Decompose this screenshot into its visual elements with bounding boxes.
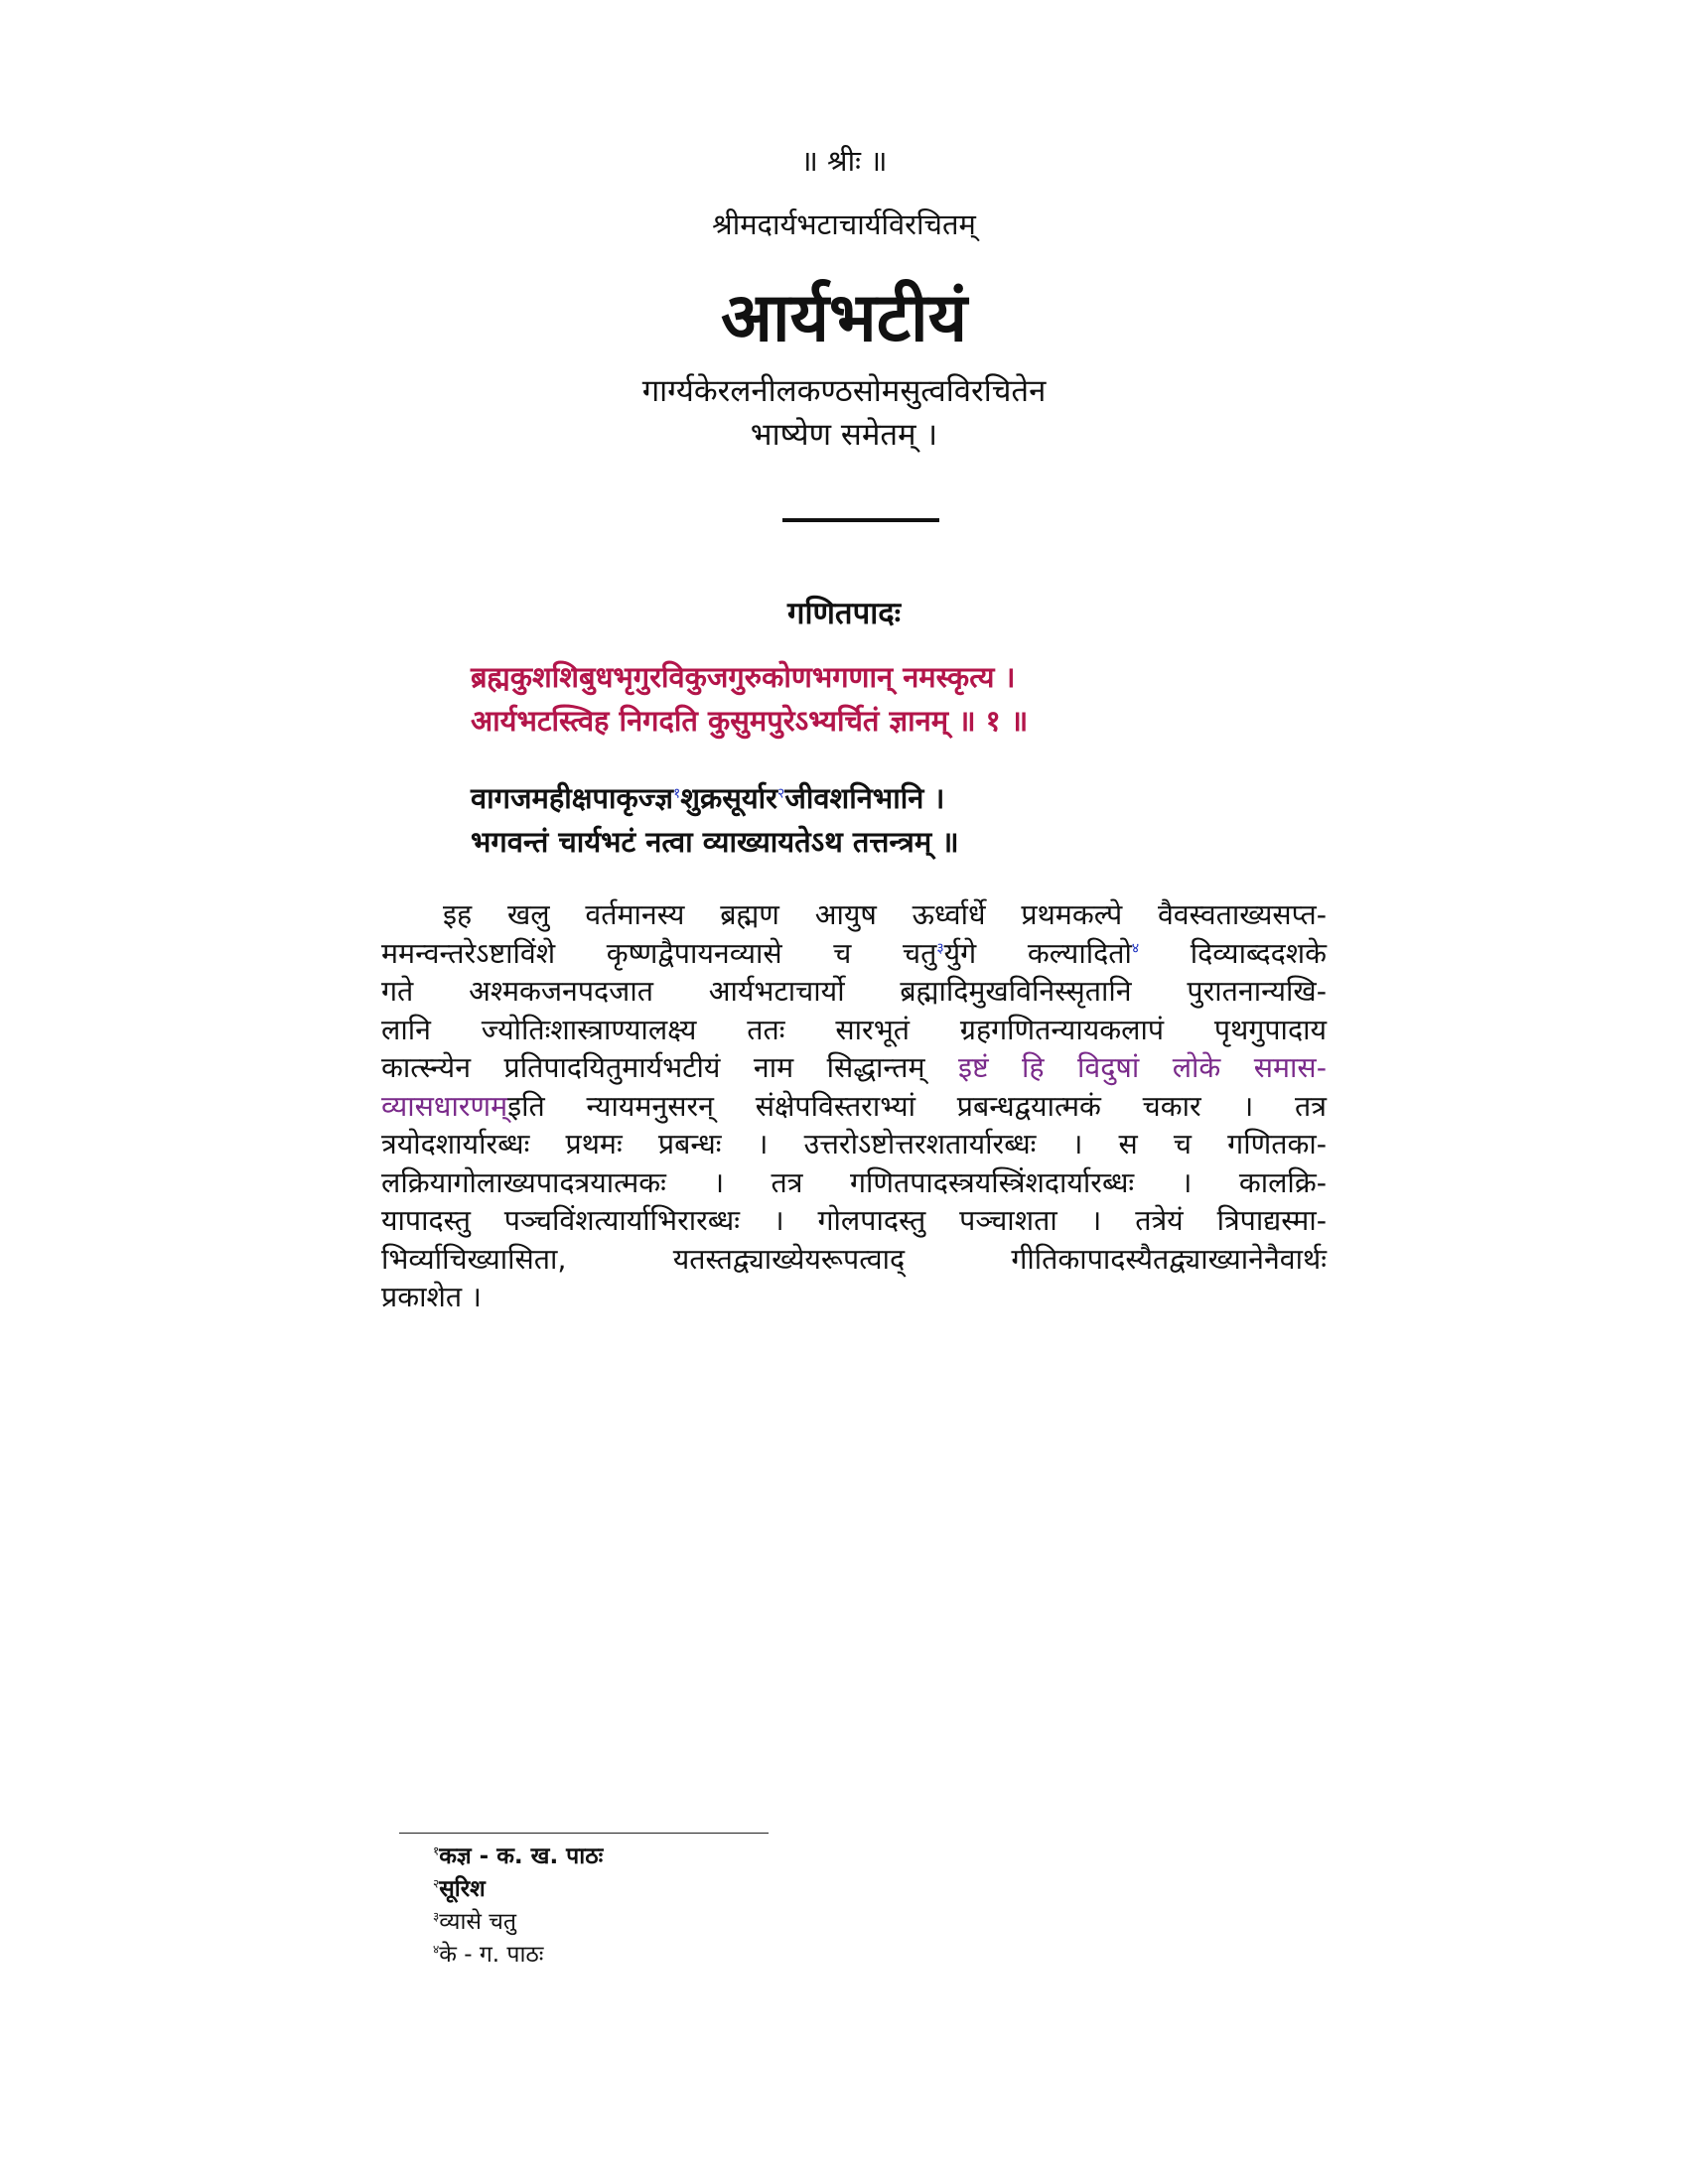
body-text-2a: ममन्वन्तरेऽष्टाविंशे कृष्णद्वैपायनव्यासे च चतु	[381, 936, 937, 970]
commentary-paragraph	[381, 896, 1327, 1317]
author-line: श्रीमदार्यभटाचार्यविरचितम्	[712, 207, 976, 241]
mangala-line-1	[471, 776, 959, 820]
footnote-marker-2[interactable]: २	[777, 785, 785, 802]
footnote-text: सूरिश	[439, 1876, 486, 1902]
invocation-line-2: आर्यभटस्त्विह निगदति कुसुमपुरेऽभ्यर्चितं ज्ञानम् ॥ १ ॥	[471, 704, 1029, 738]
body-line-2	[381, 935, 1327, 974]
quotation-part-2: व्यासधारणम्	[381, 1089, 508, 1123]
footnote-marker-4[interactable]: ४	[1131, 940, 1140, 956]
invocation-verse	[471, 655, 1028, 743]
body-text-2c: दिव्याब्ददशके	[1139, 936, 1327, 970]
footnotes	[433, 1841, 603, 1972]
footnote-text: के - ग. पाठः	[439, 1942, 544, 1968]
body-text-5a: कात्स्न्येन प्रतिपादयितुमार्यभटीयं नाम सिद्धान्तम्	[381, 1051, 958, 1084]
footnote-text: कज्ञ - क. ख. पाठः	[439, 1843, 604, 1869]
invocation-shri: ॥ श्रीः ॥	[800, 144, 888, 178]
invocation-line-1: ब्रह्मकुशशिबुधभृगुरविकुजगुरुकोणभगणान् नमस्कृत्य ।	[471, 660, 1016, 694]
commentary-line-1: गार्ग्यकेरलनीलकण्ठसोमसुत्वविरचितेन	[641, 373, 1047, 409]
commentary-attribution	[0, 369, 1688, 457]
mangala-text-a: वागजमहीक्षपाकृज्ज्ञ	[471, 781, 673, 815]
commentary-mangala-verse	[471, 776, 959, 864]
body-line-5	[381, 1049, 1327, 1088]
footnote-marker-1[interactable]: १	[672, 785, 681, 802]
title-divider	[782, 518, 939, 522]
footnote-3	[433, 1906, 603, 1939]
footnote-number: १	[433, 1843, 440, 1858]
body-line-1: इह खलु वर्तमानस्य ब्रह्मण आयुष ऊर्ध्वार्धे प्रथमकल्पे वैवस्वताख्यसप्त-	[443, 898, 1327, 931]
footnote-number: ४	[433, 1942, 440, 1957]
footnote-1	[433, 1841, 603, 1873]
body-line-8: लक्रियागोलाख्यपादत्रयात्मकः । तत्र गणितपादस्त्रयस्त्रिंशदार्यारब्धः । कालक्रि-	[381, 1165, 1327, 1199]
page-title: आर्यभटीयं	[720, 279, 968, 357]
footnote-4	[433, 1939, 603, 1972]
footnote-marker-3[interactable]: ३	[936, 940, 944, 956]
body-line-6	[381, 1088, 1327, 1127]
footnote-divider	[399, 1833, 769, 1834]
mangala-text-c: जीवशनिभानि ।	[784, 781, 945, 815]
mangala-text-b: शुक्रसूर्यार	[680, 781, 778, 815]
body-line-7: त्रयोदशार्यारब्धः प्रथमः प्रबन्धः । उत्तरोऽष्टोत्तरशतार्यारब्धः । स च गणितका-	[381, 1128, 1327, 1160]
body-line-3: गते अश्मकजनपदजात आर्यभटाचार्यो ब्रह्मादिमुखविनिस्सृतानि पुरातनान्यखि-	[381, 975, 1327, 1008]
mangala-line-2: भगवन्तं चार्यभटं नत्वा व्याख्यायतेऽथ तत्तन्त्रम् ॥	[471, 825, 959, 859]
footnote-text: व्यासे चतु	[439, 1909, 516, 1935]
quotation-part-1: इष्टं हि विदुषां लोके समास-	[957, 1051, 1327, 1084]
footnote-number: ३	[433, 1909, 440, 1924]
body-line-11: प्रकाशेत ।	[381, 1281, 482, 1313]
footnote-number: २	[433, 1876, 440, 1891]
body-text-2b: र्युगे कल्यादितो	[943, 936, 1132, 970]
commentary-line-2: भाष्येण समेतम् ।	[750, 417, 938, 453]
body-line-4: लानि ज्योतिःशास्त्राण्यालक्ष्य ततः सारभूतं ग्रहगणितन्यायकलापं पृथगुपादाय	[381, 1013, 1327, 1046]
body-line-10: भिर्व्याचिख्यासिता, यतस्तद्व्याख्येयरूपत्वाद् गीतिकापादस्यैतद्व्याख्यानेनैवार्थः	[381, 1242, 1327, 1276]
body-line-9: यापादस्तु पञ्चविंशत्यार्याभिरारब्धः । गोलपादस्तु पञ्चाशता । तत्रेयं त्रिपाद्यस्मा-	[381, 1204, 1327, 1237]
body-text-6b: इति न्यायमनुसरन् संक्षेपविस्तराभ्यां प्रबन्धद्वयात्मकं चकार । तत्र	[507, 1089, 1327, 1123]
section-title: गणितपादः	[787, 596, 901, 631]
footnote-2	[433, 1873, 603, 1906]
